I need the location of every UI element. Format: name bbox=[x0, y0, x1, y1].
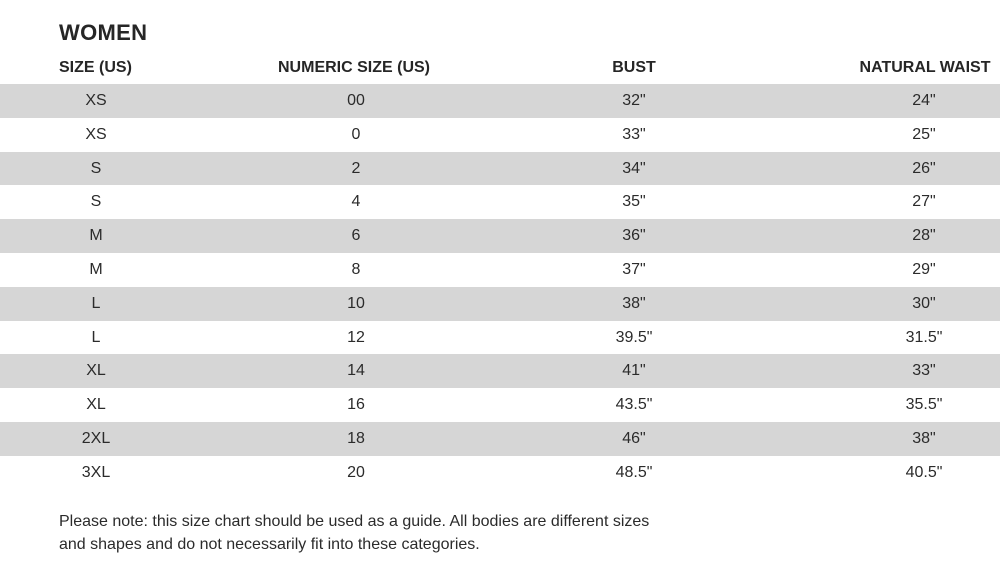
cell-numeric-size: 10 bbox=[347, 294, 365, 312]
cell-bust: 32" bbox=[622, 92, 646, 109]
cell-bust: 33" bbox=[622, 125, 646, 143]
cell-size-us: S bbox=[90, 159, 102, 177]
header-bust: BUST bbox=[612, 59, 656, 76]
cell-bust: 37" bbox=[622, 260, 646, 278]
table-row bbox=[0, 185, 1000, 219]
cell-size-us: S bbox=[90, 193, 102, 211]
table-row bbox=[0, 219, 1000, 253]
cell-numeric-size: 0 bbox=[351, 125, 361, 143]
cell-numeric-size: 16 bbox=[347, 396, 365, 414]
table-row bbox=[0, 253, 1000, 287]
cell-numeric-size: 18 bbox=[347, 429, 365, 447]
size-table bbox=[0, 84, 1000, 490]
note-line-1: Please note: this size chart should be used as a guide. All bodies are different sizes bbox=[59, 513, 650, 530]
table-row bbox=[0, 84, 1000, 118]
table-row bbox=[0, 388, 1000, 422]
cell-natural-waist: 31.5" bbox=[905, 328, 943, 346]
cell-numeric-size: 14 bbox=[347, 362, 365, 380]
cell-bust: 39.5" bbox=[615, 328, 653, 346]
cell-bust: 46" bbox=[622, 429, 646, 447]
table-row bbox=[0, 456, 1000, 490]
cell-size-us: L bbox=[91, 294, 101, 312]
cell-bust: 36" bbox=[622, 227, 646, 245]
table-row bbox=[0, 152, 1000, 186]
cell-bust: 38" bbox=[622, 294, 646, 312]
cell-natural-waist: 27" bbox=[912, 193, 936, 211]
cell-numeric-size: 20 bbox=[347, 463, 365, 481]
cell-size-us: 3XL bbox=[81, 463, 111, 481]
cell-natural-waist: 24" bbox=[912, 92, 936, 109]
cell-size-us: XS bbox=[85, 125, 107, 143]
cell-bust: 41" bbox=[622, 362, 646, 380]
cell-size-us: 2XL bbox=[81, 429, 111, 447]
cell-natural-waist: 29" bbox=[912, 260, 936, 278]
cell-natural-waist: 33" bbox=[912, 362, 936, 380]
cell-size-us: L bbox=[91, 328, 101, 346]
cell-natural-waist: 28" bbox=[912, 227, 936, 245]
cell-natural-waist: 25" bbox=[912, 125, 936, 143]
cell-bust: 35" bbox=[622, 193, 646, 211]
cell-bust: 43.5" bbox=[615, 396, 653, 414]
table-row bbox=[0, 354, 1000, 388]
cell-size-us: XL bbox=[86, 396, 106, 414]
chart-title: WOMEN bbox=[59, 20, 148, 45]
table-row bbox=[0, 422, 1000, 456]
cell-bust: 48.5" bbox=[615, 463, 653, 481]
cell-numeric-size: 2 bbox=[351, 159, 361, 177]
cell-size-us: M bbox=[89, 260, 103, 278]
cell-natural-waist: 26" bbox=[912, 159, 936, 177]
size-chart-note bbox=[59, 510, 819, 556]
cell-numeric-size: 12 bbox=[347, 328, 365, 346]
cell-natural-waist: 38" bbox=[912, 429, 936, 447]
header-numeric-size: NUMERIC SIZE (US) bbox=[278, 59, 430, 76]
cell-numeric-size: 6 bbox=[351, 227, 361, 245]
header-size-us: SIZE (US) bbox=[59, 59, 132, 76]
cell-numeric-size: 00 bbox=[347, 92, 365, 109]
cell-size-us: M bbox=[89, 227, 103, 245]
cell-size-us: XS bbox=[85, 92, 107, 109]
cell-size-us: XL bbox=[86, 362, 106, 380]
table-header bbox=[0, 55, 1000, 83]
header-natural-waist: NATURAL WAIST bbox=[859, 59, 991, 76]
cell-natural-waist: 40.5" bbox=[905, 463, 943, 481]
cell-natural-waist: 30" bbox=[912, 294, 936, 312]
table-row bbox=[0, 287, 1000, 321]
note-line-2: and shapes and do not necessarily fit into these categories. bbox=[59, 536, 480, 553]
cell-natural-waist: 35.5" bbox=[905, 396, 943, 414]
cell-bust: 34" bbox=[622, 159, 646, 177]
cell-numeric-size: 8 bbox=[351, 260, 361, 278]
cell-numeric-size: 4 bbox=[351, 193, 361, 211]
table-row bbox=[0, 321, 1000, 355]
table-row bbox=[0, 118, 1000, 152]
